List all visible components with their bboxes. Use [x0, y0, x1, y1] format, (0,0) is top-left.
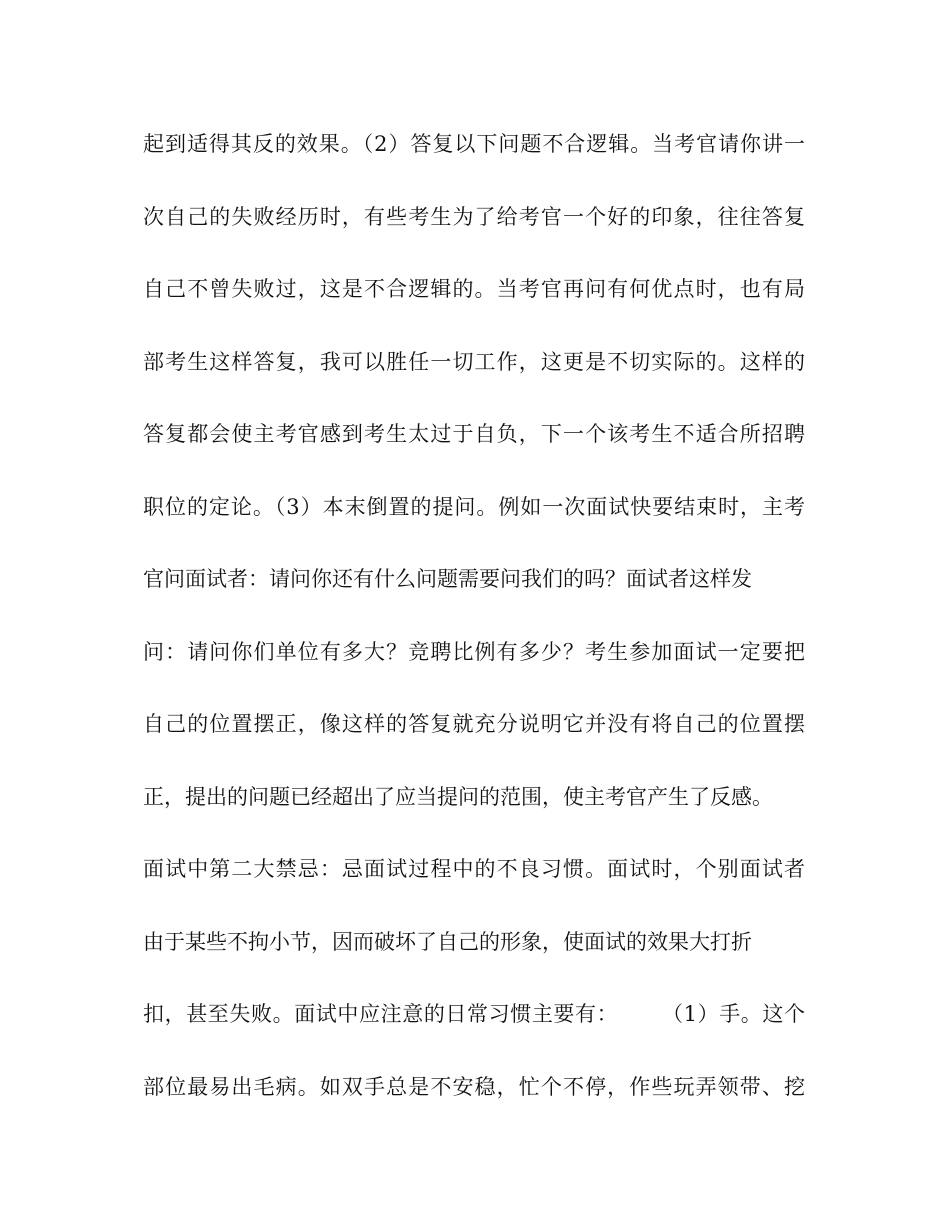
text-line-8: 问：请问你们单位有多大？竞聘比例有多少？考生参加面试一定要把 [143, 639, 805, 664]
text-line-1: 起到适得其反的效果。（2）答复以下问题不合逻辑。当考官请你讲一 [143, 132, 805, 156]
text-line-2: 次自己的失败经历时，有些考生为了给考官一个好的印象，往往答复 [143, 204, 805, 229]
text-line-9: 自己的位置摆正，像这样的答复就充分说明它并没有将自己的位置摆 [143, 712, 805, 736]
text-line-10: 正，提出的问题已经超出了应当提问的范围，使主考官产生了反感。 [143, 784, 773, 809]
text-line-3: 自己不曾失败过，这是不合逻辑的。当考官再问有何优点时，也有局 [143, 277, 805, 301]
text-line-14: 部位最易出毛病。如双手总是不安稳，忙个不停，作些玩弄领带、挖 [143, 1074, 805, 1099]
text-line-6: 职位的定论。（3）本末倒置的提问。例如一次面试快要结束时，主考 [143, 494, 805, 519]
text-line-5: 答复都会使主考官感到考生太过于自负，下一个该考生不适合所招聘 [143, 422, 805, 446]
text-line-4: 部考生这样答复，我可以胜任一切工作，这更是不切实际的。这样的 [143, 349, 805, 374]
text-line-11: 面试中第二大禁忌：忌面试过程中的不良习惯。面试时，个别面试者 [143, 857, 805, 881]
text-line-12: 由于某些不拘小节，因而破坏了自己的形象，使面试的效果大打折 [143, 929, 752, 954]
text-line-7: 官问面试者：请问你还有什么问题需要问我们的吗？面试者这样发 [143, 567, 752, 591]
text-line-13: 扣，甚至失败。面试中应注意的日常习惯主要有： （1）手。这个 [143, 1002, 805, 1026]
body-text [143, 118, 813, 1133]
